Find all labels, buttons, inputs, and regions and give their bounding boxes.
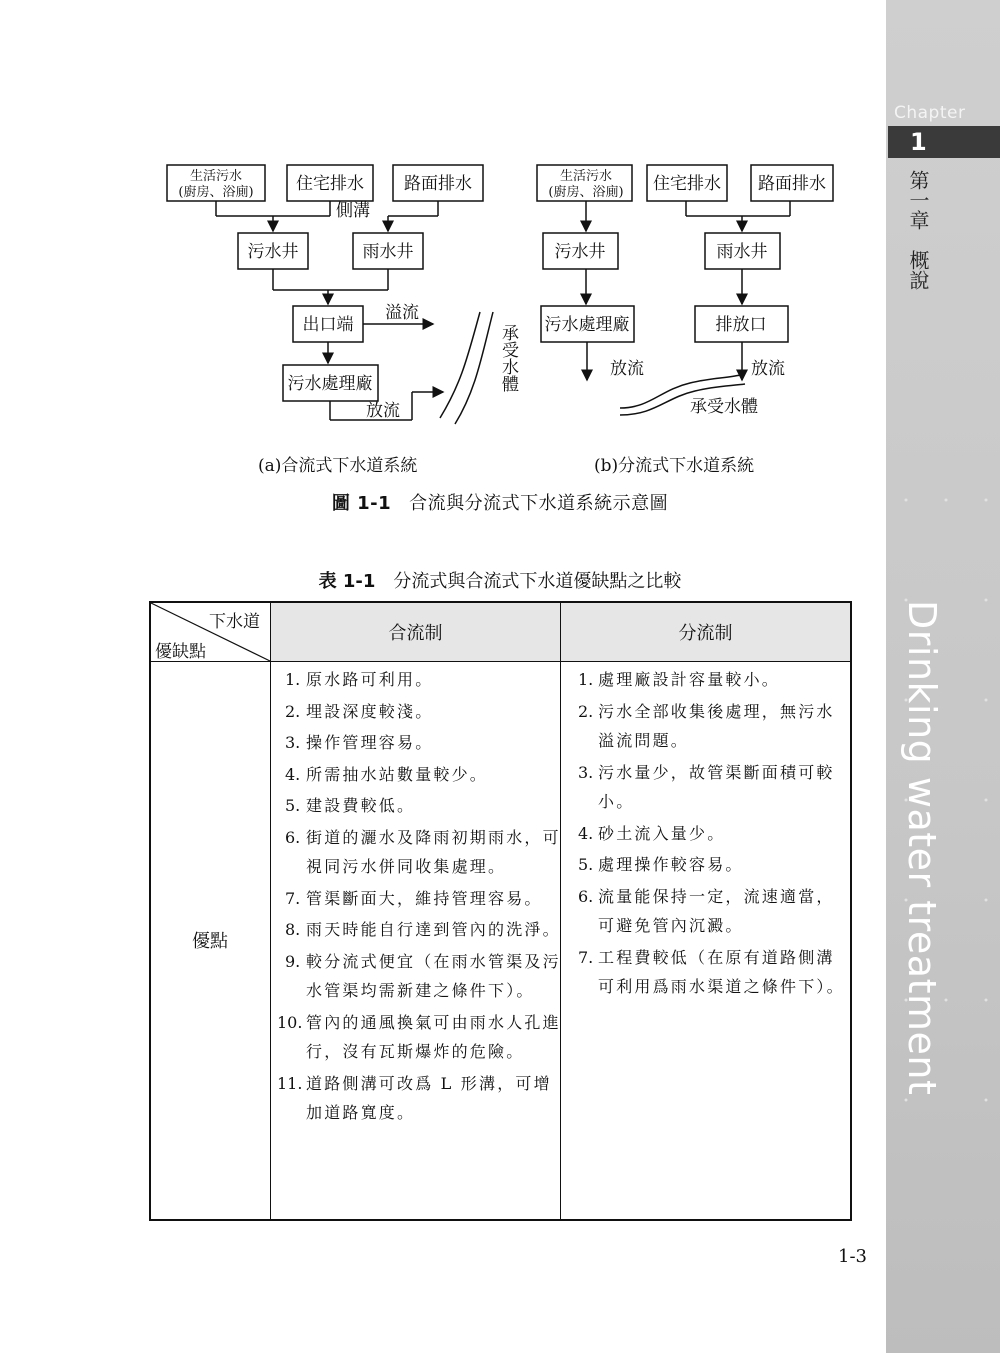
b-sewage-well-label: 污水井 [554, 242, 606, 262]
combined-advantages-list [277, 665, 561, 1130]
a-receiving-label: 承受水體 [498, 324, 518, 392]
b-source3-label: 路面排水 [758, 174, 826, 194]
page-number: 1-3 [838, 1246, 867, 1267]
a-outlet-label: 出口端 [302, 315, 354, 335]
a-source1-sub: (廚房、浴廁) [178, 185, 254, 200]
comparison-table [149, 601, 852, 1221]
list-item: 6. 流量能保持一定，流速適當，可避免管內沉澱。 [578, 886, 835, 935]
list-item: 10. 管內的通風換氣可由雨水人孔進行，沒有瓦斯爆炸的危險。 [277, 1012, 561, 1061]
table-number: 表 1-1 [318, 571, 376, 592]
list-item: 4. 所需抽水站數量較少。 [285, 764, 489, 784]
caption-a: (a)合流式下水道系統 [258, 456, 418, 476]
separate-advantages-list [578, 665, 846, 1004]
figure-caption [0, 489, 1000, 515]
a-rain-well-label: 雨水井 [362, 242, 414, 262]
b-discharge2-label: 放流 [751, 359, 785, 379]
b-plant-label: 污水處理廠 [544, 315, 630, 335]
b-source1-sub: (廚房、浴廁) [548, 185, 624, 200]
figure-number: 圖 1-1 [331, 493, 392, 514]
b-rain-well-label: 雨水井 [716, 242, 768, 262]
b-source2-label: 住宅排水 [653, 174, 721, 194]
b-discharge1-label: 放流 [610, 359, 644, 379]
a-plant-label: 污水處理廠 [287, 374, 373, 394]
table-title-text: 分流式與合流式下水道優缺點之比較 [393, 571, 682, 592]
list-item: 2. 埋設深度較淺。 [285, 701, 434, 721]
list-item: 11. 道路側溝可改爲 L 形溝，可增加道路寬度。 [277, 1073, 552, 1122]
caption-b: (b)分流式下水道系統 [594, 456, 755, 476]
book-title-vertical: Drinking water treatment [900, 600, 944, 1096]
col-header-combined: 合流制 [388, 623, 443, 644]
list-item: 6. 街道的灑水及降雨初期雨水，可視同污水併同收集處理。 [285, 827, 561, 876]
list-item: 1. 處理廠設計容量較小。 [578, 670, 781, 689]
list-item: 4. 砂土流入量少。 [578, 823, 726, 843]
list-item: 7. 工程費較低（在原有道路側溝可利用爲雨水渠道之條件下）。 [578, 947, 845, 996]
a-discharge-label: 放流 [366, 401, 400, 421]
col-header-separate: 分流制 [678, 623, 733, 644]
table-caption [0, 567, 1000, 593]
b-source1-label: 生活污水 [559, 169, 613, 184]
list-item: 3. 污水量少，故管渠斷面積可較小。 [578, 762, 835, 811]
list-item: 8. 雨天時能自行達到管內的洗淨。 [285, 920, 561, 939]
chapter-label: Chapter [894, 103, 966, 123]
a-side-ditch-label: 側溝 [336, 201, 370, 221]
b-receiving-label: 承受水體 [690, 397, 758, 417]
list-item: 5. 建設費較低。 [285, 796, 416, 815]
corner-header-bottom: 優缺點 [155, 642, 206, 662]
sewer-system-diagram [150, 150, 850, 440]
a-source1-label: 生活污水 [189, 169, 243, 184]
chapter-number: 1 [888, 126, 1000, 158]
chapter-title: 第一章 概說 [906, 170, 930, 290]
corner-header-top: 下水道 [209, 612, 260, 632]
list-item: 2. 污水全部收集後處理，無污水溢流問題。 [578, 701, 835, 750]
figure-title-text: 合流與分流式下水道系統示意圖 [409, 493, 669, 514]
a-source2-label: 住宅排水 [296, 174, 364, 194]
row-label-advantages: 優點 [192, 931, 228, 952]
list-item: 7. 管渠斷面大，維持管理容易。 [285, 888, 543, 908]
a-sewage-well-label: 污水井 [247, 242, 299, 262]
list-item: 3. 操作管理容易。 [285, 733, 434, 752]
a-overflow-label: 溢流 [385, 303, 419, 323]
list-item: 5. 處理操作較容易。 [578, 855, 744, 874]
list-item: 1. 原水路可利用。 [285, 670, 434, 689]
list-item: 9. 較分流式便宜（在雨水管渠及污水管渠均需新建之條件下）。 [285, 951, 561, 1000]
a-source3-label: 路面排水 [404, 174, 472, 194]
b-outfall-label: 排放口 [715, 315, 767, 335]
